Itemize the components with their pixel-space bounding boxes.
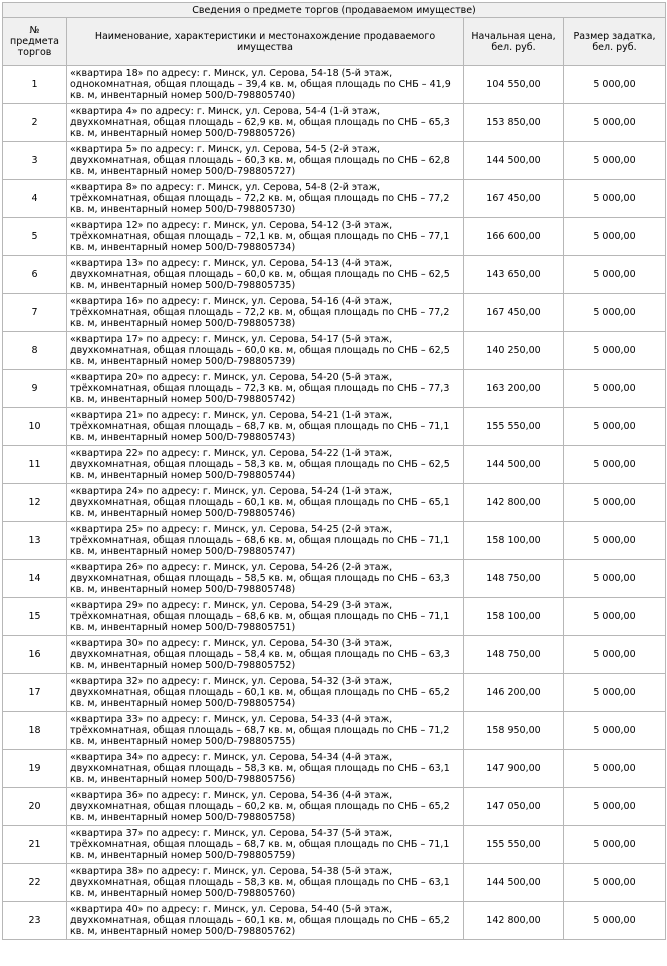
deposit-cell: 5 000,00	[564, 294, 666, 332]
description-cell: «квартира 29» по адресу: г. Минск, ул. Серова, 54-29 (3-й этаж, трёхкомнатная, общая площадь – 68,6 кв. м, общая площадь по СНБ – 71,1 кв. м, инвентарный номер 500/D-798805751)	[67, 598, 464, 636]
table-row	[3, 256, 666, 294]
table-row	[3, 218, 666, 256]
deposit-cell: 5 000,00	[564, 902, 666, 940]
start-price-cell: 144 500,00	[464, 446, 564, 484]
lot-number-cell: 3	[3, 142, 67, 180]
description-cell: «квартира 32» по адресу: г. Минск, ул. Серова, 54-32 (3-й этаж, двухкомнатная, общая площадь – 60,1 кв. м, общая площадь по СНБ – 65,2 кв. м, инвентарный номер 500/D-798805754)	[67, 674, 464, 712]
table-row	[3, 104, 666, 142]
deposit-cell: 5 000,00	[564, 180, 666, 218]
lot-number-cell: 12	[3, 484, 67, 522]
description-cell: «квартира 12» по адресу: г. Минск, ул. Серова, 54-12 (3-й этаж, трёхкомнатная, общая площадь – 72,1 кв. м, общая площадь по СНБ – 77,1 кв. м, инвентарный номер 500/D-798805734)	[67, 218, 464, 256]
start-price-cell: 147 900,00	[464, 750, 564, 788]
table-row	[3, 142, 666, 180]
start-price-cell: 142 800,00	[464, 484, 564, 522]
lot-number-cell: 2	[3, 104, 67, 142]
table-row	[3, 864, 666, 902]
description-cell: «квартира 4» по адресу: г. Минск, ул. Серова, 54-4 (1-й этаж, двухкомнатная, общая площадь – 62,9 кв. м, общая площадь по СНБ – 65,3 кв. м, инвентарный номер 500/D-798805726)	[67, 104, 464, 142]
lot-number-cell: 1	[3, 66, 67, 104]
deposit-cell: 5 000,00	[564, 636, 666, 674]
description-cell: «квартира 36» по адресу: г. Минск, ул. Серова, 54-36 (4-й этаж, двухкомнатная, общая площадь – 60,2 кв. м, общая площадь по СНБ – 65,2 кв. м, инвентарный номер 500/D-798805758)	[67, 788, 464, 826]
table-row	[3, 522, 666, 560]
description-cell: «квартира 38» по адресу: г. Минск, ул. Серова, 54-38 (5-й этаж, двухкомнатная, общая площадь – 58,3 кв. м, общая площадь по СНБ – 63,1 кв. м, инвентарный номер 500/D-798805760)	[67, 864, 464, 902]
table-row	[3, 636, 666, 674]
table-row	[3, 712, 666, 750]
deposit-cell: 5 000,00	[564, 484, 666, 522]
start-price-cell: 167 450,00	[464, 180, 564, 218]
table-row	[3, 294, 666, 332]
lot-number-cell: 21	[3, 826, 67, 864]
start-price-cell: 148 750,00	[464, 560, 564, 598]
deposit-cell: 5 000,00	[564, 256, 666, 294]
lot-number-cell: 9	[3, 370, 67, 408]
deposit-cell: 5 000,00	[564, 712, 666, 750]
description-cell: «квартира 18» по адресу: г. Минск, ул. Серова, 54-18 (5-й этаж, однокомнатная, общая площадь – 39,4 кв. м, общая площадь по СНБ – 41,9 кв. м, инвентарный номер 500/D-798805740)	[67, 66, 464, 104]
description-cell: «квартира 8» по адресу: г. Минск, ул. Серова, 54-8 (2-й этаж, трёхкомнатная, общая площадь – 72,2 кв. м, общая площадь по СНБ – 77,2 кв. м, инвентарный номер 500/D-798805730)	[67, 180, 464, 218]
description-cell: «квартира 34» по адресу: г. Минск, ул. Серова, 54-34 (4-й этаж, двухкомнатная, общая площадь – 58,3 кв. м, общая площадь по СНБ – 63,1 кв. м, инвентарный номер 500/D-798805756)	[67, 750, 464, 788]
table-body	[3, 66, 666, 940]
start-price-cell: 148 750,00	[464, 636, 564, 674]
lot-number-cell: 4	[3, 180, 67, 218]
description-cell: «квартира 13» по адресу: г. Минск, ул. Серова, 54-13 (4-й этаж, двухкомнатная, общая площадь – 60,0 кв. м, общая площадь по СНБ – 62,5 кв. м, инвентарный номер 500/D-798805735)	[67, 256, 464, 294]
table-row	[3, 560, 666, 598]
table-row	[3, 788, 666, 826]
lot-number-cell: 14	[3, 560, 67, 598]
description-cell: «квартира 33» по адресу: г. Минск, ул. Серова, 54-33 (4-й этаж, трёхкомнатная, общая площадь – 68,7 кв. м, общая площадь по СНБ – 71,2 кв. м, инвентарный номер 500/D-798805755)	[67, 712, 464, 750]
start-price-cell: 158 950,00	[464, 712, 564, 750]
deposit-cell: 5 000,00	[564, 408, 666, 446]
deposit-cell: 5 000,00	[564, 864, 666, 902]
lot-number-cell: 19	[3, 750, 67, 788]
description-cell: «квартира 16» по адресу: г. Минск, ул. Серова, 54-16 (4-й этаж, трёхкомнатная, общая площадь – 72,2 кв. м, общая площадь по СНБ – 77,2 кв. м, инвентарный номер 500/D-798805738)	[67, 294, 464, 332]
description-cell: «квартира 40» по адресу: г. Минск, ул. Серова, 54-40 (5-й этаж, двухкомнатная, общая площадь – 60,1 кв. м, общая площадь по СНБ – 65,2 кв. м, инвентарный номер 500/D-798805762)	[67, 902, 464, 940]
header-start-price: Начальная цена, бел. руб.	[464, 18, 564, 66]
deposit-cell: 5 000,00	[564, 66, 666, 104]
table-row	[3, 66, 666, 104]
table-row	[3, 598, 666, 636]
deposit-cell: 5 000,00	[564, 788, 666, 826]
description-cell: «квартира 22» по адресу: г. Минск, ул. Серова, 54-22 (1-й этаж, двухкомнатная, общая площадь – 58,3 кв. м, общая площадь по СНБ – 62,5 кв. м, инвентарный номер 500/D-798805744)	[67, 446, 464, 484]
description-cell: «квартира 25» по адресу: г. Минск, ул. Серова, 54-25 (2-й этаж, трёхкомнатная, общая площадь – 68,6 кв. м, общая площадь по СНБ – 71,1 кв. м, инвентарный номер 500/D-798805747)	[67, 522, 464, 560]
lot-number-cell: 15	[3, 598, 67, 636]
deposit-cell: 5 000,00	[564, 332, 666, 370]
start-price-cell: 158 100,00	[464, 522, 564, 560]
table-row	[3, 332, 666, 370]
start-price-cell: 146 200,00	[464, 674, 564, 712]
start-price-cell: 144 500,00	[464, 142, 564, 180]
table-row	[3, 902, 666, 940]
table-row	[3, 446, 666, 484]
deposit-cell: 5 000,00	[564, 104, 666, 142]
deposit-cell: 5 000,00	[564, 142, 666, 180]
start-price-cell: 104 550,00	[464, 66, 564, 104]
description-cell: «квартира 37» по адресу: г. Минск, ул. Серова, 54-37 (5-й этаж, трёхкомнатная, общая площадь – 68,7 кв. м, общая площадь по СНБ – 71,1 кв. м, инвентарный номер 500/D-798805759)	[67, 826, 464, 864]
table-row	[3, 408, 666, 446]
lot-number-cell: 10	[3, 408, 67, 446]
deposit-cell: 5 000,00	[564, 674, 666, 712]
lot-number-cell: 8	[3, 332, 67, 370]
start-price-cell: 140 250,00	[464, 332, 564, 370]
description-cell: «квартира 24» по адресу: г. Минск, ул. Серова, 54-24 (1-й этаж, двухкомнатная, общая площадь – 60,1 кв. м, общая площадь по СНБ – 65,1 кв. м, инвентарный номер 500/D-798805746)	[67, 484, 464, 522]
lot-number-cell: 5	[3, 218, 67, 256]
lot-number-cell: 7	[3, 294, 67, 332]
deposit-cell: 5 000,00	[564, 370, 666, 408]
table-row	[3, 180, 666, 218]
start-price-cell: 143 650,00	[464, 256, 564, 294]
start-price-cell: 147 050,00	[464, 788, 564, 826]
start-price-cell: 155 550,00	[464, 408, 564, 446]
lot-number-cell: 13	[3, 522, 67, 560]
description-cell: «квартира 26» по адресу: г. Минск, ул. Серова, 54-26 (2-й этаж, двухкомнатная, общая площадь – 58,5 кв. м, общая площадь по СНБ – 63,3 кв. м, инвентарный номер 500/D-798805748)	[67, 560, 464, 598]
lot-number-cell: 23	[3, 902, 67, 940]
deposit-cell: 5 000,00	[564, 446, 666, 484]
deposit-cell: 5 000,00	[564, 598, 666, 636]
start-price-cell: 155 550,00	[464, 826, 564, 864]
deposit-cell: 5 000,00	[564, 826, 666, 864]
header-deposit: Размер задатка, бел. руб.	[564, 18, 666, 66]
start-price-cell: 153 850,00	[464, 104, 564, 142]
table-title: Сведения о предмете торгов (продаваемом имуществе)	[3, 3, 666, 18]
table-row	[3, 674, 666, 712]
table-row	[3, 750, 666, 788]
description-cell: «квартира 5» по адресу: г. Минск, ул. Серова, 54-5 (2-й этаж, двухкомнатная, общая площадь – 60,3 кв. м, общая площадь по СНБ – 62,8 кв. м, инвентарный номер 500/D-798805727)	[67, 142, 464, 180]
deposit-cell: 5 000,00	[564, 522, 666, 560]
header-description: Наименование, характеристики и местонахождение продаваемого имущества	[67, 18, 464, 66]
start-price-cell: 167 450,00	[464, 294, 564, 332]
start-price-cell: 142 800,00	[464, 902, 564, 940]
deposit-cell: 5 000,00	[564, 218, 666, 256]
description-cell: «квартира 17» по адресу: г. Минск, ул. Серова, 54-17 (5-й этаж, двухкомнатная, общая площадь – 60,0 кв. м, общая площадь по СНБ – 62,5 кв. м, инвентарный номер 500/D-798805739)	[67, 332, 464, 370]
lot-number-cell: 18	[3, 712, 67, 750]
start-price-cell: 166 600,00	[464, 218, 564, 256]
lot-number-cell: 16	[3, 636, 67, 674]
description-cell: «квартира 30» по адресу: г. Минск, ул. Серова, 54-30 (3-й этаж, двухкомнатная, общая площадь – 58,4 кв. м, общая площадь по СНБ – 63,3 кв. м, инвентарный номер 500/D-798805752)	[67, 636, 464, 674]
start-price-cell: 144 500,00	[464, 864, 564, 902]
deposit-cell: 5 000,00	[564, 560, 666, 598]
lot-number-cell: 22	[3, 864, 67, 902]
auction-lots-table	[2, 2, 666, 940]
table-row	[3, 484, 666, 522]
lot-number-cell: 20	[3, 788, 67, 826]
description-cell: «квартира 21» по адресу: г. Минск, ул. Серова, 54-21 (1-й этаж, трёхкомнатная, общая площадь – 68,7 кв. м, общая площадь по СНБ – 71,1 кв. м, инвентарный номер 500/D-798805743)	[67, 408, 464, 446]
description-cell: «квартира 20» по адресу: г. Минск, ул. Серова, 54-20 (5-й этаж, трёхкомнатная, общая площадь – 72,3 кв. м, общая площадь по СНБ – 77,3 кв. м, инвентарный номер 500/D-798805742)	[67, 370, 464, 408]
header-lot-number: № предмета торгов	[3, 18, 67, 66]
lot-number-cell: 17	[3, 674, 67, 712]
table-row	[3, 826, 666, 864]
deposit-cell: 5 000,00	[564, 750, 666, 788]
lot-number-cell: 6	[3, 256, 67, 294]
start-price-cell: 163 200,00	[464, 370, 564, 408]
start-price-cell: 158 100,00	[464, 598, 564, 636]
lot-number-cell: 11	[3, 446, 67, 484]
table-row	[3, 370, 666, 408]
